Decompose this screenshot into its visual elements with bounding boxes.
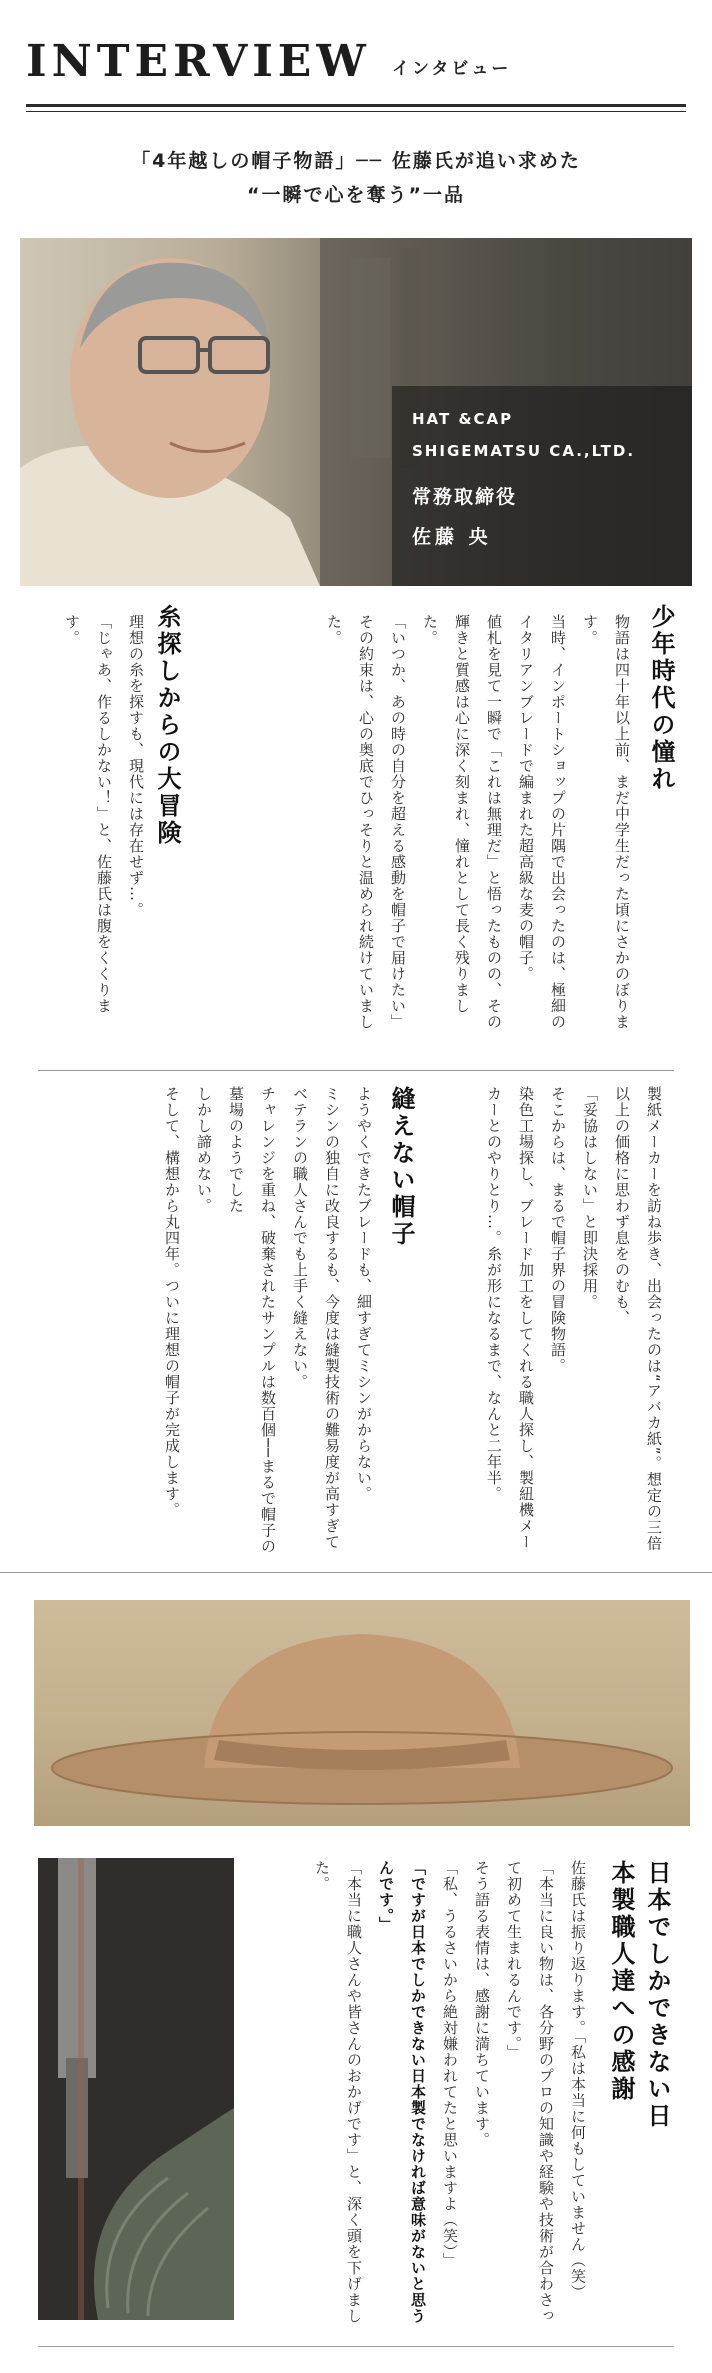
hat-photo (34, 1600, 690, 1826)
header-rule-top (26, 104, 686, 107)
section1-paragraph: 「いつか、あの時の自分を超える感動を帽子で届けたい」 (389, 614, 407, 1030)
profile-name: 佐藤 央 (412, 526, 492, 548)
section2-paragraph: 理想の糸を探すも、現代には存在せず…。 (127, 614, 145, 918)
section5-paragraph: 佐藤氏は振り返ります。「私は本当に何もしていません（笑） (569, 1860, 587, 2301)
section5-heading-line2: 本製職人達への感謝 (607, 1860, 635, 2103)
section4-paragraph: ミシンの独自に改良するも、今度は縫製技術の難易度が高すぎてベテランの職人さんでも上手く縫えない。 (291, 1086, 341, 1550)
section1-heading: 少年時代の憧れ (647, 604, 675, 793)
portrait-photo (20, 238, 692, 586)
profile-brand-1: HAT &CAP (412, 410, 514, 428)
section4-paragraph: しかし諦めない。 (195, 1086, 213, 1214)
section5-paragraph-emphasis: 「ですが日本でしかできない日本製でなければ意味がないと思うんです。」 (377, 1860, 427, 2324)
section5-paragraph: 「私、うるさいから絶対嫌われてたと思いますよ（笑）」 (441, 1860, 459, 2269)
section3-paragraph: そこからは、まるで帽子界の冒険物語。 (549, 1086, 567, 1374)
section1-paragraph: その約束は、心の奥底でひっそりと温められ続けていました。 (325, 614, 375, 1030)
hat-illustration (34, 1600, 690, 1826)
lead-line-2: “一瞬で心を奪う”一品 (247, 184, 465, 206)
profile-role: 常務取締役 (412, 486, 518, 508)
section1-body (325, 614, 638, 1044)
section4-paragraph: ようやくできたブレードも、細すぎてミシンがからない。 (355, 1086, 373, 1502)
sewing-illustration (38, 1858, 234, 2320)
footer-rule (38, 2346, 674, 2347)
section4-paragraph: チャレンジを重ね、破棄されたサンプルは数百個──まるで帽子の墓場のようでした (227, 1086, 277, 1555)
page-title: INTERVIEW (26, 36, 371, 87)
section-divider (38, 1070, 674, 1071)
lead-line-1: 「4年越しの帽子物語」── 佐藤氏が追い求めた (131, 150, 581, 172)
section1-paragraph: 当時、インポートショップの片隅で出会ったのは、極細のイタリアンブレードで編まれた超高級な麦の帽子。 (517, 614, 567, 1030)
section-divider (0, 1572, 712, 1573)
section5-heading-line1: 日本でしかできない日 (643, 1860, 671, 2130)
section2-body (56, 614, 152, 1044)
section2-heading: 糸探しからの大冒険 (153, 604, 181, 847)
section1-paragraph: 物語は四十年以上前、まだ中学生だった頃にさかのぼります。 (581, 614, 631, 1030)
section4-heading: 縫えない帽子 (387, 1086, 415, 1248)
profile-plate (392, 386, 692, 586)
profile-brand-2: SHIGEMATSU CA.,LTD. (412, 442, 636, 460)
page-subtitle: インタビュー (392, 59, 512, 79)
section3-paragraph: 「妥協はしない」と即決採用。 (581, 1086, 599, 1310)
section3-body (446, 1086, 670, 1556)
section5-paragraph: 「本当に職人さんや皆さんのおかげです」と、深く頭を下げました。 (313, 1860, 363, 2324)
section1-paragraph: 値札を見て一瞬で「これは無理だ」と悟ったものの、その輝きと質感は心に深く刻まれ、憧れとして長く残りました。 (421, 614, 503, 1030)
sewing-photo (38, 1858, 234, 2320)
section4-body (56, 1086, 380, 1556)
section3-paragraph: 製紙メーカーを訪ね歩き、出会ったのは“アバカ紙”。想定の三倍以上の価格に思わず息をのむも、 (613, 1086, 663, 1552)
section5-paragraph: 「本当に良い物は、各分野のプロの知識や経験や技術が合わさって初めて生まれるんです。」 (505, 1860, 555, 2324)
section5-paragraph: そう語る表情は、感謝に満ちています。 (473, 1860, 491, 2148)
section4-paragraph: そして、構想から丸四年。ついに理想の帽子が完成します。 (163, 1086, 181, 1518)
section5-body (250, 1860, 594, 2330)
section2-paragraph: 「じゃあ、作るしかない！」と、佐藤氏は腹をくくります。 (63, 614, 113, 1014)
header-rule-bottom (26, 111, 686, 112)
section3-paragraph: 染色工場探し、ブレード加工をしてくれる職人探し、製紐機メーカーとのやりとり…。糸が形になるまで、なんと二年半。 (485, 1086, 535, 1550)
